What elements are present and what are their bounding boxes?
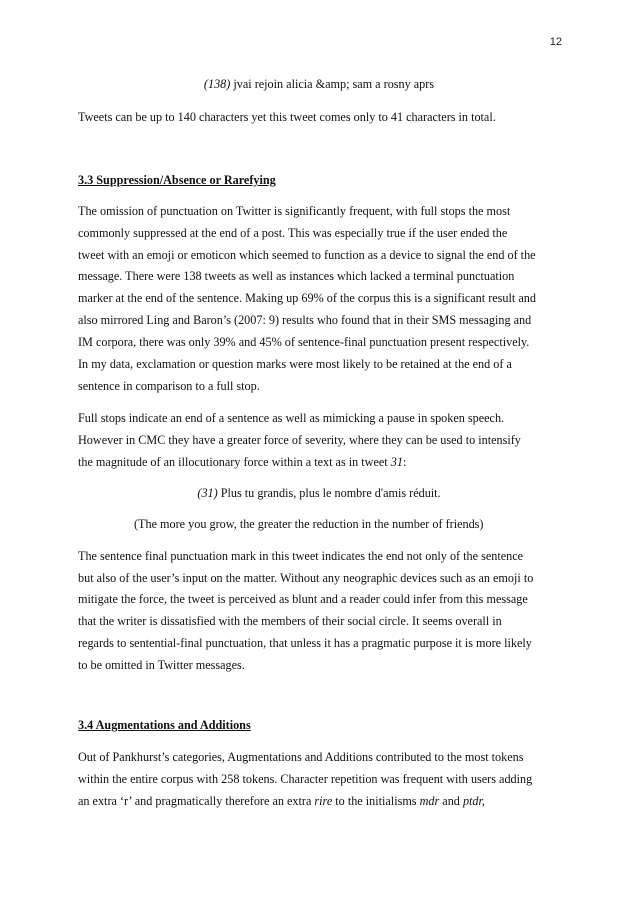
text-line: to be omitted in Twitter messages. <box>78 658 245 672</box>
text-span: and <box>439 794 463 808</box>
text-span: : <box>402 455 407 469</box>
example-31 <box>0 485 638 501</box>
italic-term: rire <box>314 794 333 808</box>
text-line: However in CMC they have a greater force of severity, where they can be used to intensify <box>78 433 521 447</box>
text-line <box>78 454 406 470</box>
text-span: an extra ‘r’ and pragmatically therefore an extra <box>78 794 315 808</box>
text-line: tweet with an emoji or emoticon which seemed to function as a device to signal the end of the <box>78 248 536 262</box>
section-heading-3-3: 3.3 Suppression/Absence or Rarefying <box>78 173 276 187</box>
text-line: but also of the user’s input on the matter. Without any neographic devices such as an emoji to <box>78 571 534 585</box>
italic-term: ptdr, <box>462 794 485 808</box>
text-line: mitigate the force, the tweet is perceived as blunt and a reader could infer from this message <box>78 592 528 606</box>
text-line: that the writer is dissatisfied with the members of their social circle. It seems overall in <box>78 614 502 628</box>
text-span: the magnitude of an illocutionary force within a text as in tweet <box>78 455 391 469</box>
text-span: to the initialisms <box>332 794 420 808</box>
text-line: commonly suppressed at the end of a post. This was especially true if the user ended the <box>78 226 508 240</box>
text-line: The omission of punctuation on Twitter is significantly frequent, with full stops the most <box>78 204 511 218</box>
text-line: Full stops indicate an end of a sentence as well as mimicking a pause in spoken speech. <box>78 411 505 425</box>
text-line: regards to sentential-final punctuation, that unless it has a pragmatic purpose it is more likely <box>78 636 532 650</box>
example-text: jvai rejoin alicia &amp; sam a rosny aprs <box>230 77 435 91</box>
tweet-reference: 31 <box>390 455 403 469</box>
text-line <box>78 793 485 809</box>
text-line: sentence in comparison to a full stop. <box>78 379 260 393</box>
intro-line: Tweets can be up to 140 characters yet this tweet comes only to 41 characters in total. <box>78 110 496 124</box>
text-line: Out of Pankhurst’s categories, Augmentations and Additions contributed to the most tokens <box>78 750 524 764</box>
example-translation: (The more you grow, the greater the reduction in the number of friends) <box>134 517 484 531</box>
text-line: message. There were 138 tweets as well as instances which lacked a terminal punctuation <box>78 269 515 283</box>
text-line: In my data, exclamation or question marks were most likely to be retained at the end of a <box>78 357 512 371</box>
text-line: also mirrored Ling and Baron’s (2007: 9) results who found that in their SMS messaging and <box>78 313 532 327</box>
example-text: Plus tu grandis, plus le nombre d'amis réduit. <box>217 486 441 500</box>
example-number: (138) <box>203 77 231 91</box>
example-138 <box>0 76 638 92</box>
text-line: The sentence final punctuation mark in this tweet indicates the end not only of the sentence <box>78 549 524 563</box>
text-line: IM corpora, there was only 39% and 45% of sentence-final punctuation present respectively. <box>78 335 530 349</box>
italic-term: mdr <box>419 794 440 808</box>
example-number: (31) <box>197 486 218 500</box>
text-line: within the entire corpus with 258 tokens. Character repetition was frequent with users adding <box>78 772 533 786</box>
section-heading-3-4: 3.4 Augmentations and Additions <box>78 718 251 732</box>
page-number: 12 <box>549 36 562 48</box>
text-line: marker at the end of the sentence. Making up 69% of the corpus this is a significant result and <box>78 291 536 305</box>
